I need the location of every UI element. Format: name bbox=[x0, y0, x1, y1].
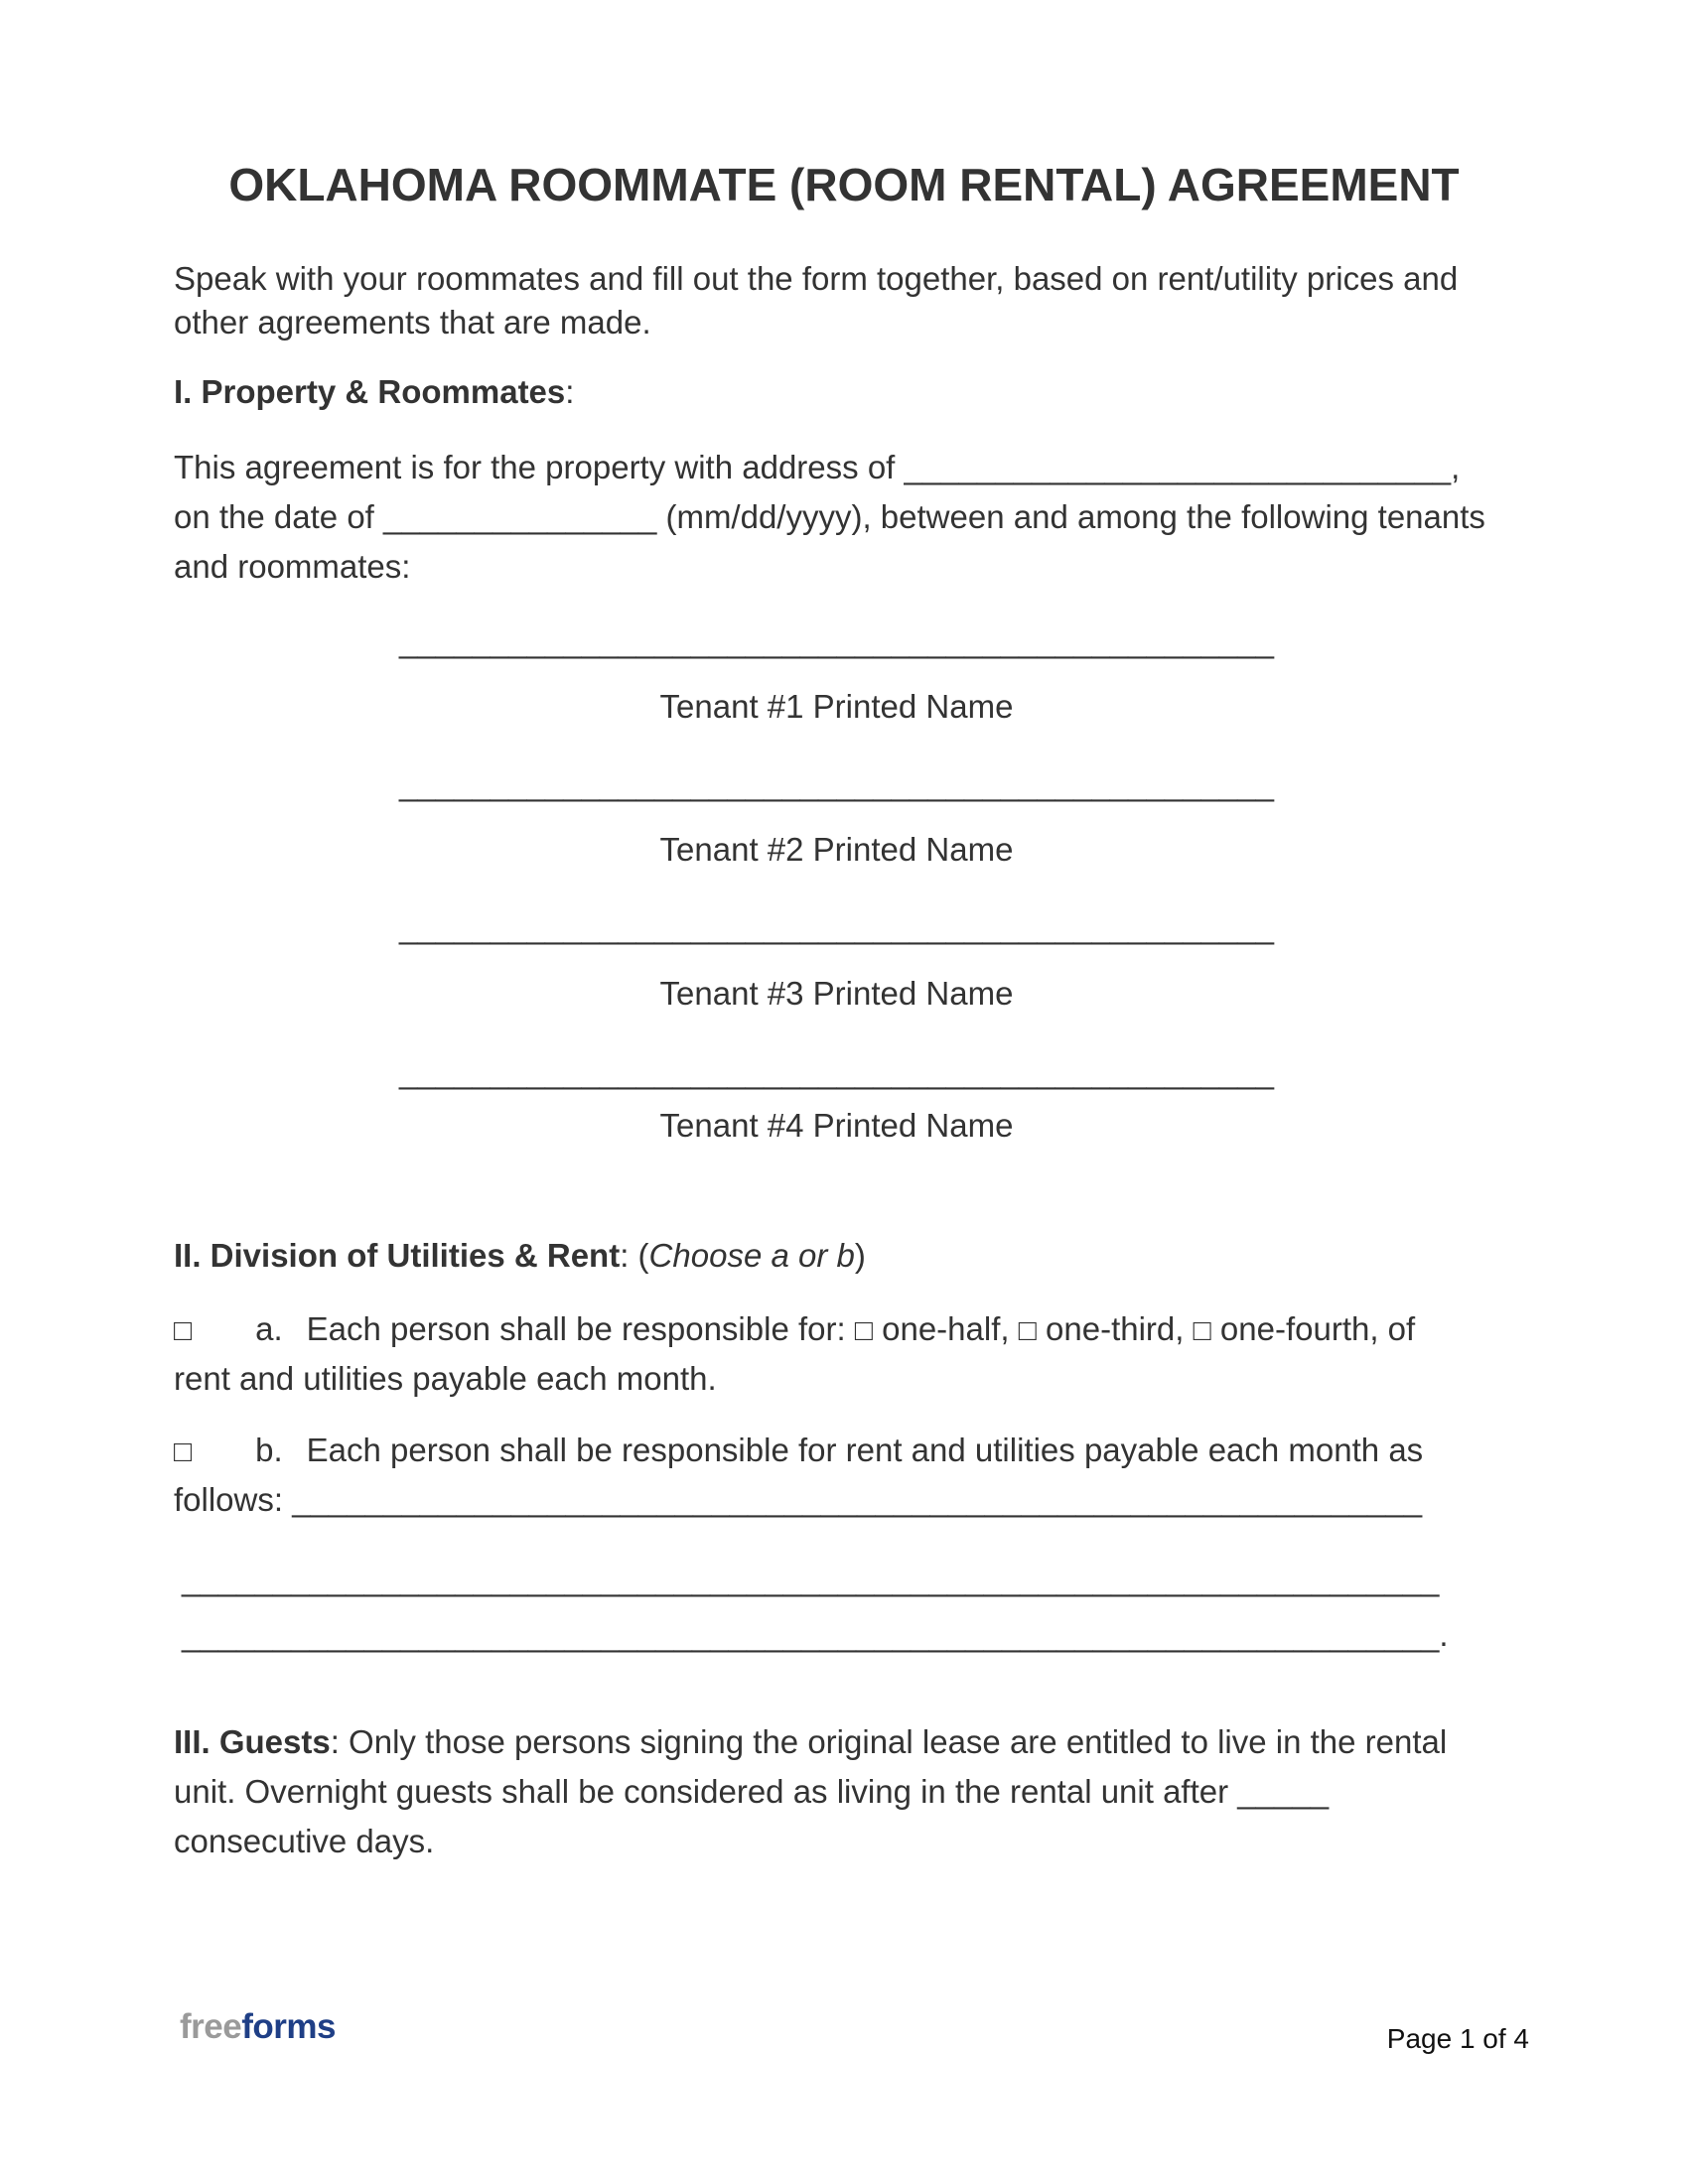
section-3-heading: III. Guests bbox=[174, 1723, 331, 1760]
option-b-line-4: _____________________________________________________________________. bbox=[182, 1616, 1449, 1653]
option-a-line-1 bbox=[174, 1304, 1504, 1356]
intro-line-2: other agreements that are made. bbox=[174, 304, 651, 341]
option-a-text: Each person shall be responsible for: bbox=[306, 1310, 855, 1347]
tenant-2-label: Tenant #2 Printed Name bbox=[659, 831, 1014, 868]
one-half-label: one-half, bbox=[882, 1310, 1010, 1347]
freeforms-logo bbox=[180, 2007, 336, 2047]
option-b-letter: b. bbox=[255, 1432, 283, 1468]
section-2-choose-note: Choose a or b bbox=[648, 1237, 855, 1274]
tenant-3-signature-line: ________________________________________________ bbox=[399, 908, 1274, 945]
tenant-1-label: Tenant #1 Printed Name bbox=[659, 688, 1014, 725]
section-2-heading: II. Division of Utilities & Rent bbox=[174, 1237, 621, 1274]
tenant-4-label: Tenant #4 Printed Name bbox=[659, 1107, 1014, 1144]
option-b-line-2: follows: ______________________________________________________________ bbox=[174, 1481, 1423, 1518]
tenant-4-signature-line: ________________________________________________ bbox=[399, 1053, 1274, 1090]
section-3-line-3: consecutive days. bbox=[174, 1823, 435, 1859]
tenant-1-signature-line: ________________________________________________ bbox=[399, 622, 1274, 659]
section-1-heading-line bbox=[174, 367, 1504, 417]
section-3-text-1: : Only those persons signing the original lease are entitled to live in the rental bbox=[330, 1723, 1448, 1760]
section-1-colon: : bbox=[565, 373, 575, 410]
tenant-3-label: Tenant #3 Printed Name bbox=[659, 975, 1014, 1012]
section-2-close-paren: ) bbox=[854, 1237, 866, 1274]
one-third-checkbox[interactable]: □ bbox=[1018, 1314, 1037, 1347]
tenant-2-signature-line: ________________________________________________ bbox=[399, 765, 1274, 802]
one-half-checkbox[interactable]: □ bbox=[854, 1314, 873, 1347]
intro-line-1: Speak with your roommates and fill out the form together, based on rent/utility prices and bbox=[174, 260, 1459, 297]
section-1-line-1: This agreement is for the property with address of ______________________________, bbox=[174, 449, 1461, 485]
section-3-line-1 bbox=[174, 1717, 1504, 1767]
section-2-after-heading: : ( bbox=[620, 1237, 649, 1274]
section-2-heading-line bbox=[174, 1231, 1504, 1281]
option-b-checkbox[interactable]: □ bbox=[174, 1435, 193, 1468]
document-title: OKLAHOMA ROOMMATE (ROOM RENTAL) AGREEMENT bbox=[228, 159, 1460, 210]
section-1-line-3: and roommates: bbox=[174, 548, 411, 585]
section-1-line-2: on the date of _______________ (mm/dd/yyyy), between and among the following tenants bbox=[174, 498, 1485, 535]
option-a-line-2: rent and utilities payable each month. bbox=[174, 1360, 717, 1397]
option-b-line-3: _____________________________________________________________________ bbox=[182, 1561, 1440, 1597]
option-b-text: Each person shall be responsible for rent and utilities payable each month as bbox=[306, 1432, 1424, 1468]
section-3-line-2: unit. Overnight guests shall be considered as living in the rental unit after _____ bbox=[174, 1773, 1330, 1810]
option-a-letter: a. bbox=[255, 1310, 283, 1347]
one-fourth-label: one-fourth, of bbox=[1219, 1310, 1416, 1347]
section-1-heading: I. Property & Roommates bbox=[174, 373, 566, 410]
page-number: Page 1 of 4 bbox=[1386, 2023, 1529, 2054]
one-third-label: one-third, bbox=[1046, 1310, 1185, 1347]
option-b-line-1 bbox=[174, 1426, 1504, 1477]
logo-free-text: free bbox=[180, 2007, 242, 2046]
logo-forms-text: forms bbox=[241, 2007, 336, 2046]
one-fourth-checkbox[interactable]: □ bbox=[1193, 1314, 1211, 1347]
option-a-checkbox[interactable]: □ bbox=[174, 1314, 193, 1347]
